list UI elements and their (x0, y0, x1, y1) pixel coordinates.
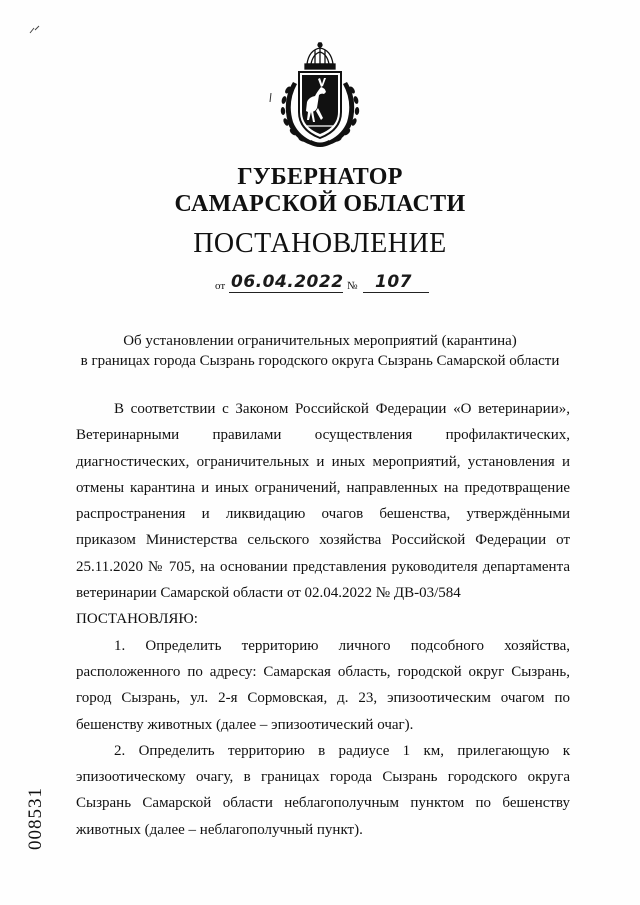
date-handwritten: 06.04.2022 (231, 272, 344, 292)
authority-title-line2: САМАРСКОЙ ОБЛАСТИ (174, 191, 466, 217)
number-prefix: № (347, 280, 358, 292)
side-stamp-number: 008531 (25, 787, 46, 850)
number-handwritten: 107 (375, 272, 412, 292)
scan-speck-icon (268, 92, 274, 104)
item-1-paragraph: 1. Определить территорию личного подсобного хозяйства, расположенного по адресу: Самарская область, городской округ Сызрань, город Сызрань, ул. 2-я Сормовская, д. 23, эпизоотическим очагом по бешенству животных (далее – эпизоотический очаг). (76, 637, 570, 733)
document-body (76, 396, 570, 843)
item-2-paragraph: 2. Определить территорию в радиусе 1 км, прилегающую к эпизоотическому очагу, в границах города Сызрань городского округа Сызрань Самарской области неблагополучным пунктом по бешенству животных (далее – неблагополучный пункт). (76, 742, 570, 838)
number-underline (363, 292, 429, 293)
date-underline (229, 292, 343, 293)
authority-title-line1: ГУБЕРНАТОР (237, 164, 403, 190)
resolve-word: ПОСТАНОВЛЯЮ: (76, 611, 198, 628)
document-subject (40, 331, 600, 371)
preamble-paragraph: В соответствии с Законом Российской Федерации «О ветеринарии», Ветеринарными правилами осуществления профилактических, диагностических, ограничительных и иных мероприятий, установления и отмены карантина и иных ограничений, направленных на предотвращение распространения и ликвидацию очагов бешенства, утверждёнными приказом Министерства сельского хозяйства Российской Федерации от 25.11.2020 № 705, на основании представления руководителя департамента ветеринарии Самарской области от 02.04.2022 № ДВ-03/584 (76, 401, 570, 602)
subject-line2: в границах города Сызрань городского округа Сызрань Самарской области (80, 353, 560, 369)
scan-mark-icon (28, 24, 42, 36)
date-prefix: от (215, 280, 226, 292)
samara-coat-of-arms-icon (271, 42, 369, 150)
date-number-line (215, 272, 435, 296)
document-type: ПОСТАНОВЛЕНИЕ (193, 228, 447, 259)
subject-line1: Об установлении ограничительных мероприятий (карантина) (123, 333, 517, 349)
